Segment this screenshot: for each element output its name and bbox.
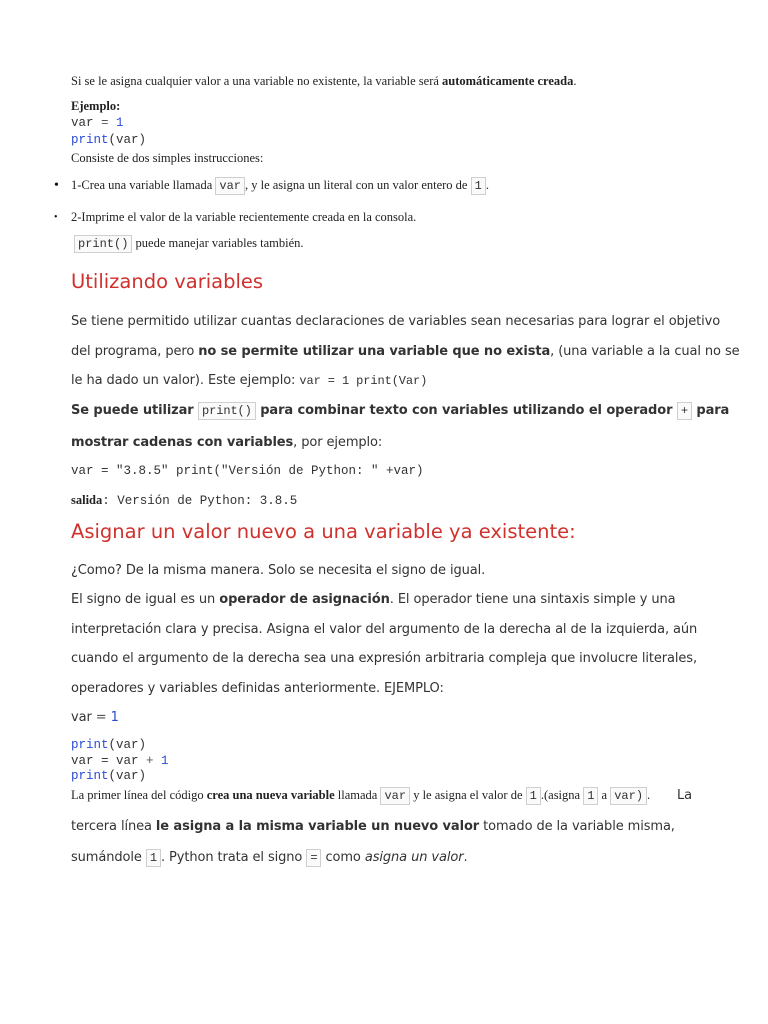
- code-token: print: [71, 133, 109, 147]
- inline-code: var: [215, 177, 245, 195]
- text: .: [647, 788, 651, 802]
- text: . El operador tiene una sintaxis simple y una: [389, 592, 676, 607]
- bullet-item-2: [54, 210, 417, 225]
- intro-text: Si se le asigna cualquier valor a una variable no existente, la variable será: [71, 74, 443, 88]
- code-token: = var: [93, 754, 147, 768]
- consiste-text: Consiste de dos simples instrucciones:: [71, 151, 264, 165]
- paragraph-line: [71, 850, 468, 865]
- text: del programa, pero: [71, 344, 199, 359]
- paragraph-line: [71, 819, 675, 834]
- salida-label: salida: [71, 493, 103, 507]
- text: , por ejemplo:: [293, 435, 383, 450]
- code-line-1: [71, 738, 146, 752]
- text: le ha dado un valor). Este ejemplo:: [71, 373, 300, 388]
- code-token: =: [91, 710, 111, 725]
- text: .(asigna: [540, 788, 584, 802]
- code-line-3: [71, 769, 146, 783]
- bullet-text: .: [485, 178, 489, 192]
- section-heading-utilizando: Utilizando variables: [71, 270, 264, 293]
- code-token: 1: [110, 710, 119, 725]
- code-token: (var): [108, 133, 147, 147]
- bold-text: le asigna a la misma variable un nuevo valor: [155, 819, 480, 834]
- paragraph-line: [71, 344, 740, 359]
- ejemplo-label: Ejemplo:: [71, 99, 121, 113]
- paragraph-line: [71, 592, 676, 607]
- code-token: print: [71, 738, 109, 752]
- code-token: var: [71, 116, 94, 130]
- code-token: 1: [116, 116, 124, 130]
- inline-code: var): [610, 787, 647, 805]
- intro-bold: automáticamente creada: [442, 74, 574, 88]
- salida-value: : Versión de Python: 3.8.5: [102, 494, 298, 508]
- intro-punct: .: [573, 74, 577, 88]
- inline-code: print(): [74, 235, 132, 253]
- explanation-line: [71, 788, 650, 803]
- inline-code: 1: [471, 177, 486, 195]
- inline-code: print(): [198, 402, 256, 420]
- code-token: (var): [108, 738, 147, 752]
- text: . Python trata el signo: [160, 850, 307, 865]
- text: .: [463, 850, 468, 865]
- text: tercera línea: [71, 819, 156, 834]
- bold-text: para combinar texto con variables utilizando el operador: [255, 403, 677, 418]
- bold-text: crea una nueva variable: [206, 788, 335, 802]
- code-line-2: [71, 754, 169, 768]
- text: llamada: [334, 788, 381, 802]
- bullet-item-1: [54, 178, 489, 193]
- inline-code: 1: [146, 849, 161, 867]
- inline-example: [71, 710, 119, 725]
- inline-code: =: [306, 849, 321, 867]
- code-token: var: [71, 754, 94, 768]
- bullet-text: , y le asigna un literal con un valor entero de: [244, 178, 471, 192]
- inline-code: +: [677, 402, 692, 420]
- paragraph-line: [71, 373, 427, 388]
- code-token: =: [93, 116, 117, 130]
- paragraph-line: operadores y variables definidas anteriormente. EJEMPLO:: [71, 681, 444, 696]
- text: La: [677, 788, 693, 803]
- inline-code: var: [380, 787, 410, 805]
- bullet-text: 2-Imprime el valor de la variable recientemente creada en la consola.: [71, 210, 417, 224]
- code-token: 1: [153, 754, 169, 768]
- code-token: print: [71, 769, 109, 783]
- italic-text: asigna un valor: [364, 850, 464, 865]
- print-note: [74, 236, 304, 251]
- bullet-text: 1-Crea una variable llamada: [71, 178, 216, 192]
- inline-code: 1: [583, 787, 598, 805]
- bold-text: mostrar cadenas con variables: [71, 435, 294, 450]
- section-heading-asignar: Asignar un valor nuevo a una variable ya existente:: [71, 520, 576, 543]
- inline-code: var = 1 print(Var): [299, 374, 428, 388]
- code-token: +: [146, 754, 154, 768]
- paragraph-line: ¿Como? De la misma manera. Solo se necesita el signo de igual.: [71, 563, 486, 578]
- text: sumándole: [71, 850, 146, 865]
- salida-line: [71, 491, 297, 509]
- intro-line: [71, 74, 577, 89]
- paragraph-line: cuando el argumento de la derecha sea una expresión arbitraria compleja que involucre literales,: [71, 651, 697, 666]
- text: como: [321, 850, 365, 865]
- bullet-dot-icon: •: [54, 212, 58, 223]
- note-text: puede manejar variables también.: [132, 236, 304, 250]
- text: tomado de la variable misma,: [479, 819, 675, 834]
- code-line-2: [71, 133, 146, 147]
- text: , (una variable a la cual no se: [550, 344, 740, 359]
- inline-code: 1: [526, 787, 541, 805]
- text: y le asigna el valor de: [410, 788, 526, 802]
- code-token: (var): [108, 769, 147, 783]
- bold-text: no se permite utilizar una variable que no exista: [198, 344, 551, 359]
- code-example: var = "3.8.5" print("Versión de Python: " +var): [71, 464, 424, 478]
- bold-text: operador de asignación: [219, 592, 390, 607]
- bold-text: Se puede utilizar: [71, 403, 199, 418]
- text: La primer línea del código: [71, 788, 207, 802]
- bold-text: para: [691, 403, 730, 418]
- paragraph-line: [71, 435, 382, 450]
- code-token: var: [71, 710, 92, 725]
- paragraph-line: Se tiene permitido utilizar cuantas declaraciones de variables sean necesarias para lograr el objetivo: [71, 314, 721, 329]
- text: a: [598, 788, 611, 802]
- code-line-1: [71, 116, 124, 130]
- paragraph-line: interpretación clara y precisa. Asigna el valor del argumento de la derecha al de la izquierda, aún: [71, 622, 698, 637]
- paragraph-line: [71, 403, 729, 418]
- bullet-dot-icon: •: [54, 178, 59, 193]
- text: El signo de igual es un: [71, 592, 220, 607]
